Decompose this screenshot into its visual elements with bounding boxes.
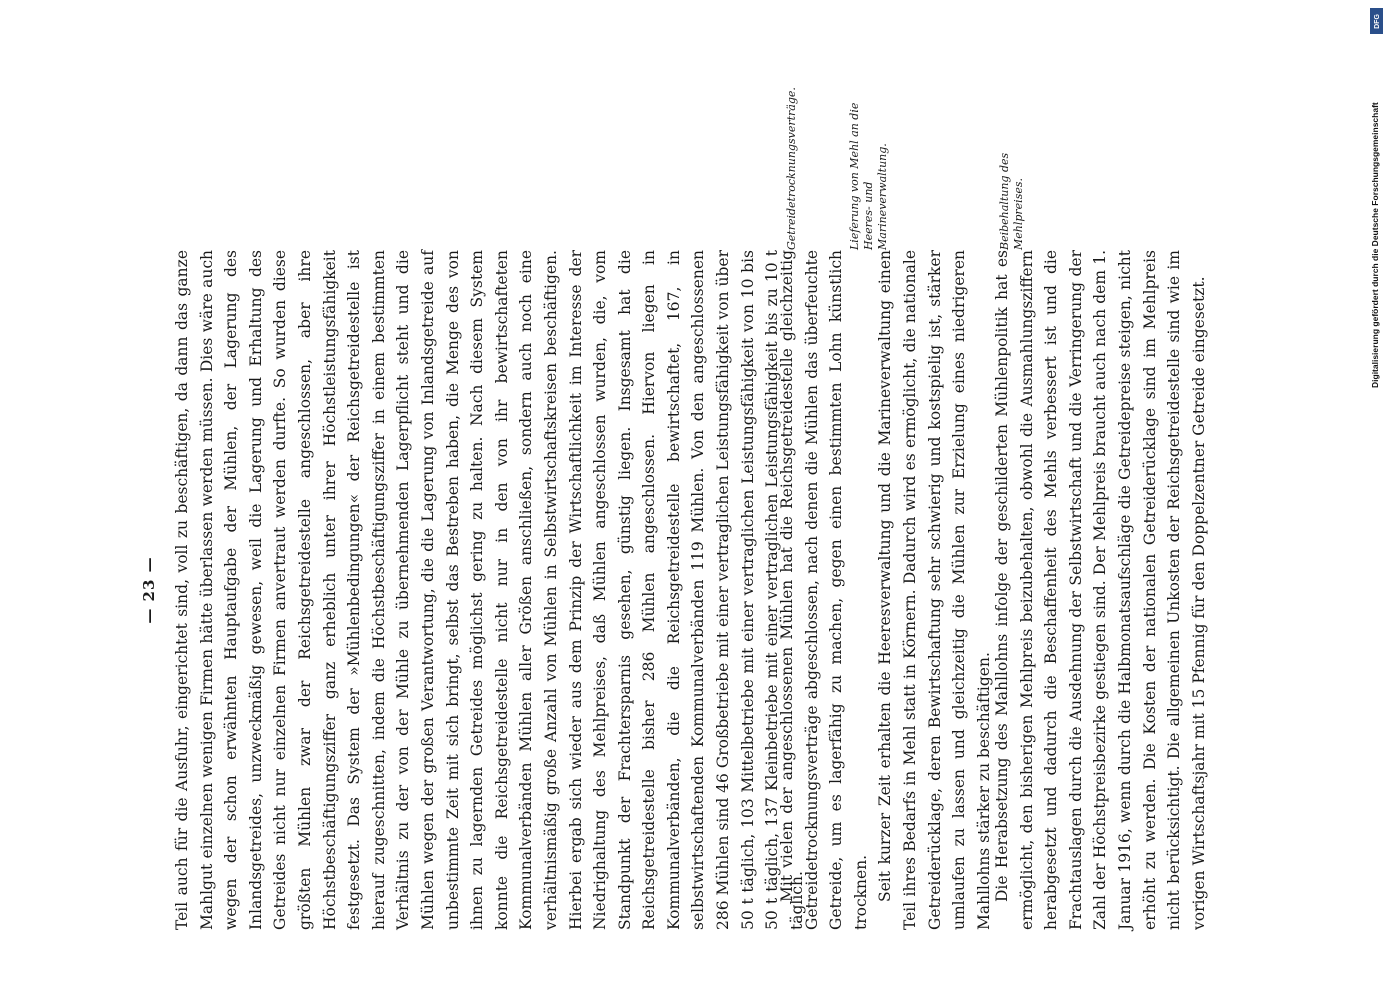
digitization-credit (1370, 8, 1382, 988)
paragraph: Die Herabsetzung des Mahllohns infolge der geschilderten Mühlenpolitik hat es ermöglicht, den bisherigen Mehlpreis beizubehalten, obwohl die Ausmahlungsziffern herabgesetzt und dadurch die Beschaffenheit des Mehls verbessert ist und die Frachtauslagen durch die Ausdehnung der Selbstwirtschaft und die Verringerung der Zahl der Höchstpreisbezirke gestiegen sind. Der Mehlpreis braucht auch nach dem 1. Januar 1916, wenn durch die Halbmonatsaufschläge die Getreidepreise steigen, nicht erhöht zu werden. Die Kosten der nationalen Getreiderücklage sind im Mehlpreis nicht berücksichtigt. Die allgemeinen Unkosten der Reichsgetreidestelle sind wie im vorigen Wirtschaftsjahr mit 15 Pfennig für den Doppelzentner Getreide eingesetzt. (993, 250, 1208, 930)
margin-note-3: Beibehaltung des Mehlpreises. (998, 152, 1025, 250)
page-number: — 23 — (140, 556, 158, 624)
margin-note-1-wrap (785, 87, 815, 250)
dfg-logo-text: DFG (1373, 13, 1381, 29)
margin-note-1: Getreidetrocknungsverträge. (785, 87, 798, 250)
text-block-mid (775, 250, 996, 930)
margin-note-2: Lieferung von Mehl an die Heeres- und Marineverwaltung. (848, 102, 889, 250)
text-block-top (170, 250, 809, 930)
paragraph: Teil auch für die Ausfuhr, eingerichtet sind, voll zu beschäftigen, da dann das ganze Mahlgut einzelnen wenigen Firmen hätte überlassen werden müssen. Dies wäre auch wegen der schon erwähnten Hauptaufgabe der Mühlen, der Lagerung des Inlandsgetreides, unzweckmäßig gewesen, weil die Lagerung und Erhaltung des Getreides nicht nur einzelnen Firmen anvertraut werden durfte. So wurden diese größten Mühlen zwar der Reichsgetreidestelle angeschlossen, aber ihre Höchstbeschäftigungsziffer ganz erheblich unter ihrer Höchstleistungsfähigkeit festgesetzt. Das System der »Mühlenbedingungen« der Reichsgetreidestelle ist hierauf zugeschnitten, indem die Höchstbeschäftigungsziffer in einem bestimmten Verhältnis zu der von der Mühle zu übernehmenden Lagerpflicht steht und die Mühlen wegen der großen Verantwortung, die die Lagerung von Inlandsgetreide auf unbestimmte Zeit mit sich bringt, selbst das Bestreben haben, die Menge des von ihnen zu lagernden Getreides möglichst gering zu halten. Nach diesem System konnte die Reichsgetreidestelle nicht nur in den von ihr bewirtschafteten Kommunalverbänden Mühlen aller Größen anschließen, sondern auch noch eine verhältnismäßig große Anzahl von Mühlen in Selbstwirtschaftskreisen beschäftigen. Hierbei ergab sich wieder aus dem Prinzip der Wirtschaftlichkeit im Interesse der Niedrighaltung des Mehlpreises, daß Mühlen angeschlossen wurden, die, vom Standpunkt der Frachtersparnis gesehen, günstig liegen. Insgesamt hat die Reichsgetreidestelle bisher 286 Mühlen angeschlossen. Hiervon liegen in Kommunalverbänden, die die Reichsgetreidestelle bewirtschaftet, 167, in selbstwirtschaftenden Kommunalverbänden 119 Mühlen. Von den angeschlossenen 286 Mühlen sind 46 Großbetriebe mit einer vertraglichen Leistungsfähigkeit von über 50 t täglich, 103 Mittelbetriebe mit einer vertraglichen Leistungsfähigkeit von 10 bis 50 t täglich, 137 Kleinbetriebe mit einer vertraglichen Leistungsfähigkeit bis zu 10 t täglich. (173, 250, 806, 930)
margin-note-2-wrap (848, 90, 908, 250)
rotated-page-bottom (990, 250, 1383, 930)
text-block-bottom (990, 250, 1211, 930)
credit-text: Digitalisierung gefördert durch die Deutsche Forschungsgemeinschaft (1370, 102, 1380, 388)
paragraph: Seit kurzer Zeit erhalten die Heeresverwaltung und die Marineverwaltung einen Teil ihres Bedarfs in Mehl statt in Körnern. Dadurch wird es ermöglicht, die nationale Getreiderücklage, deren Bewirtschaftung sehr schwierig und kostspielig ist, stärker umlaufen zu lassen und gleichzeitig die Mühlen zur Erzielung eines niedrigeren Mahllohns stärker zu beschäftigen. (876, 250, 993, 930)
margin-note-3-wrap (998, 90, 1038, 250)
paragraph: Mit vielen der angeschlossenen Mühlen hat die Reichsgetreidestelle gleichzeitig Getreidetrocknungsverträge abgeschlossen, nach denen die Mühlen das überfeuchte Getreide, um es lagerfähig zu machen, gegen einen bestimmten Lohn künstlich trocknen. (778, 250, 870, 930)
